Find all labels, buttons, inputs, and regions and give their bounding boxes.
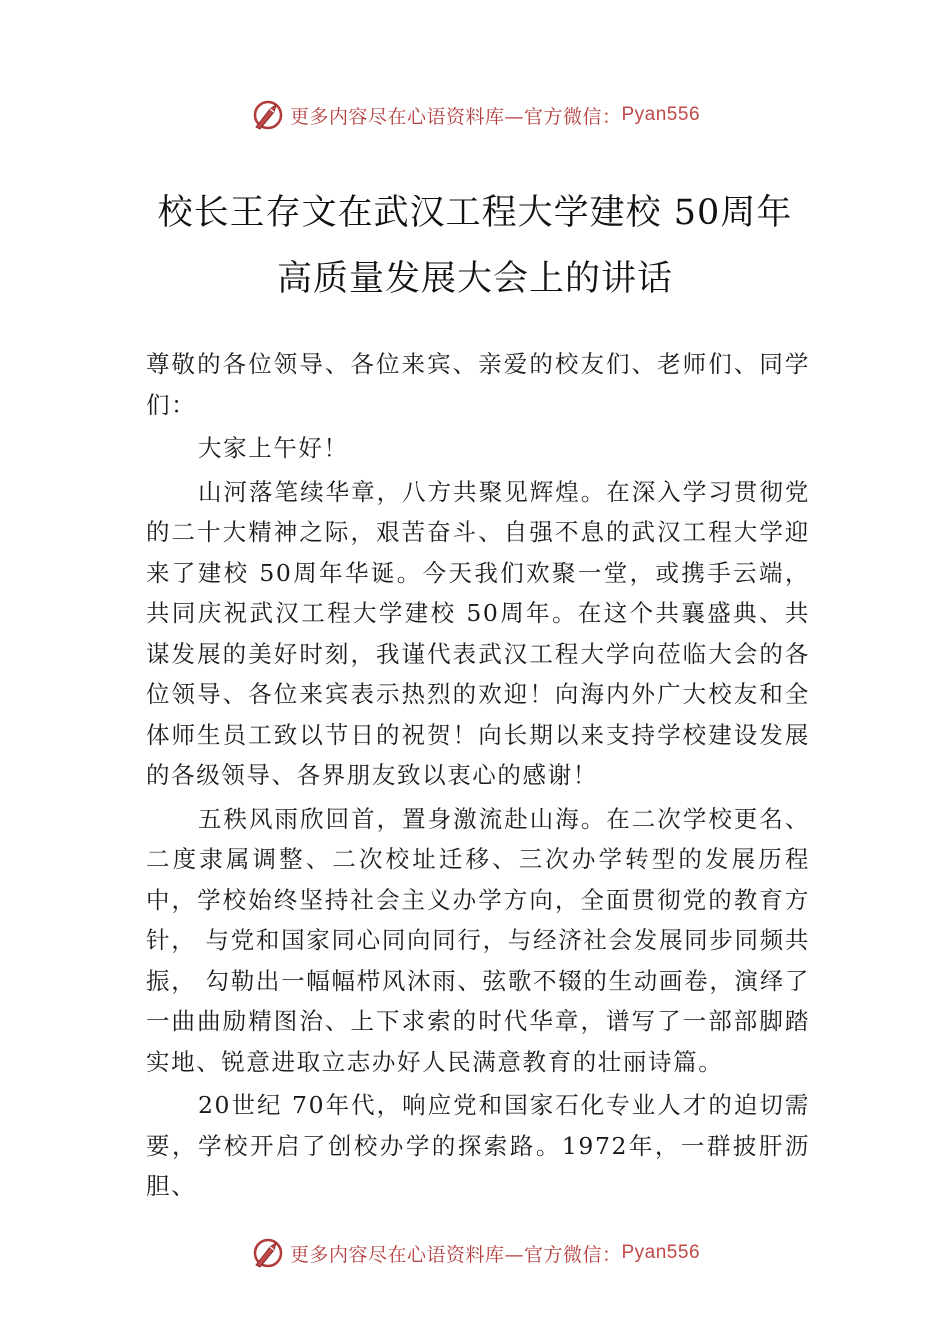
header-watermark-banner bbox=[0, 95, 950, 135]
document-body bbox=[146, 344, 810, 1207]
banner-text: 更多内容尽在心语资料库—官方微信： bbox=[289, 105, 622, 128]
banner-wechat-handle: Pyan556 bbox=[621, 104, 701, 125]
salutation: 尊敬的各位领导、各位来宾、亲爱的校友们、老师们、同学们： bbox=[146, 350, 810, 419]
paragraph-founding: 20世纪 70年代，响应党和国家石化专业人才的迫切需要，学校开启了创校办学的探索路。1972年，一群披肝沥胆、 bbox=[146, 1091, 810, 1200]
paragraph-celebration: 山河落笔续华章，八方共聚见辉煌。在深入学习贯彻党的二十大精神之际，艰苦奋斗、自强不息的武汉工程大学迎来了建校 50周年华诞。今天我们欢聚一堂，或携手云端，共同庆祝武汉工程大学建校 50周年。在这个共襄盛典、共谋发展的美好时刻，我谨代表武汉工程大学向莅临大会的各位领导、各位来宾表示热烈的欢迎！向海内外广大校友和全体师生员工致以节日的祝贺！向长期以来支持学校建设发展的各级领导、各界朋友致以衷心的感谢！ bbox=[146, 477, 810, 789]
paragraph-history-review: 五秩风雨欣回首，置身激流赴山海。在二次学校更名、二度隶属调整、二次校址迁移、三次办学转型的发展历程中，学校始终坚持社会主义办学方向，全面贯彻党的教育方针， 与党和国家同心同向同行，与经济社会发展同步同频共振， 勾勒出一幅幅栉风沐雨、弦歌不辍的生动画卷，演绎了一曲曲励精图治、上下求索的时代华章，谱写了一部部脚踏实地、锐意进取立志办好人民满意教育的壮丽诗篇。 bbox=[146, 804, 810, 1076]
document-title: 校长王存文在武汉工程大学建校 50周年高质量发展大会上的讲话 bbox=[157, 193, 793, 299]
footer-watermark-banner bbox=[0, 1233, 950, 1273]
banner-wechat-handle: Pyan556 bbox=[621, 1242, 701, 1263]
pen-nib-icon bbox=[250, 1235, 286, 1271]
paragraph-greeting: 大家上午好！ bbox=[198, 434, 349, 462]
pen-nib-icon bbox=[250, 97, 286, 133]
banner-text: 更多内容尽在心语资料库—官方微信： bbox=[289, 1243, 622, 1266]
